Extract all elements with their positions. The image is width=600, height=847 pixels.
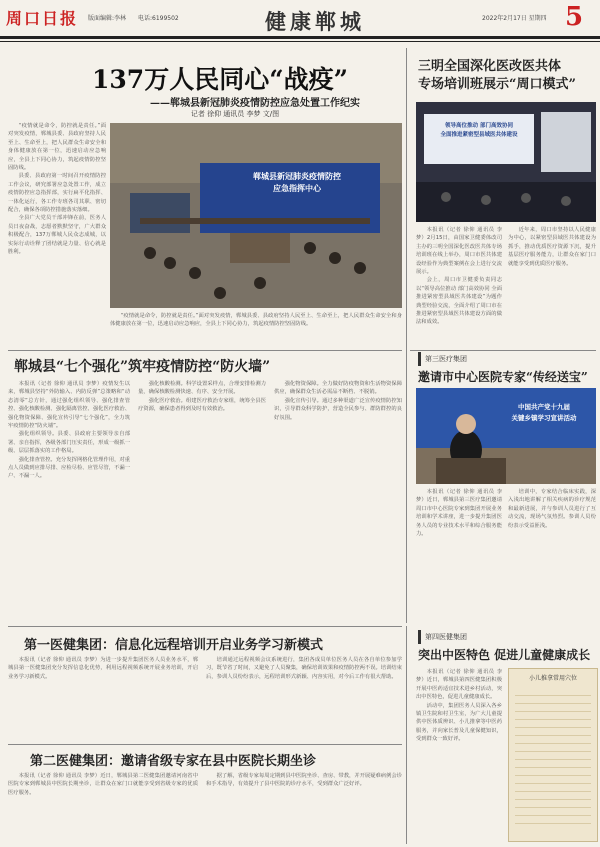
right-top-headline (418, 58, 576, 94)
lead-body-column-1 (8, 122, 106, 340)
screen-banner-line: 全面推进紧密型县域医共体建设 (440, 132, 518, 138)
article-paragraph: 本报讯（记者 徐仰 通讯员 李梦）疫情发生以来，郸城县坚持“外防输入、内防反弹”总策略和“动态清零”总方针，通过强化组织领导、强化排查管控、强化核酸检测、强化隔离管控、强化医疗救治、强化物资保障、强化宣传引导“七个强化”，全力筑牢疫情防控“防火墙”。 (8, 381, 130, 430)
third-body-col-2 (508, 488, 596, 618)
section-divider (8, 350, 402, 351)
first-body-col-2 (206, 656, 402, 742)
photo-banner-line: 应急指挥中心 (273, 184, 321, 193)
right-top-photo (416, 102, 596, 222)
table-title: 小儿推拿常用穴位 (528, 675, 577, 682)
lead-paragraph: 全县广大党员干部冲锋在前，医务人员日夜奋战，志愿者默默坚守，广大群众积极配合，137万郸城人民众志成城，以实际行动诠释了团结就是力量、信心就是胜利。 (8, 215, 106, 256)
article-paragraph: 据了解，省级专家每周定期到县中医院坐诊、查房、带教，并开展疑难病例会诊和手术指导，有效提升了县中医院的诊疗水平，受到群众广泛好评。 (206, 773, 402, 788)
section-title: 健康郸城 (265, 10, 365, 34)
article-paragraph: 强化组织领导。县委、县政府主要领导亲自部署、亲自指挥，各级各部门压实责任，形成一级抓一级、层层抓落实的工作格局。 (8, 431, 130, 455)
meeting-room-image (110, 123, 402, 308)
photo-banner-line: 郸城县新冠肺炎疫情防控 (253, 172, 341, 181)
first-headline: 第一医健集团：信息化远程培训开启业务学习新模式 (24, 638, 324, 653)
first-body-col-1 (8, 656, 198, 742)
lead-paragraph: 县委、县政府第一时间召开疫情防控工作会议，研究部署应急处置工作，成立疫情防控应急指挥部，实行扁平化指挥、一体化运行，各工作专班各司其职、密切配合，确保各项防控措施落实落细。 (8, 173, 106, 214)
article-paragraph: 强化宣传引导。通过多种渠道广泛宣传疫情防控知识，引导群众科学防护，营造全民参与、群防群控的良好氛围。 (274, 397, 402, 421)
article-paragraph: 本报讯（记者 徐仰 通讯员 李梦）为进一步提升集团医务人员业务水平，郸城县第一医健集团充分发挥信息化优势，利用远程视频系统开展业务培训，开启业务学习新模式。 (8, 657, 198, 680)
header-rule (0, 36, 600, 39)
lecture-banner-line: 关键乡镇学习宣讲活动 (511, 414, 577, 422)
seven-body-col-1 (8, 380, 130, 620)
acupoint-table (508, 668, 598, 842)
article-paragraph: 本报讯（记者 徐仰 通讯员 李梦）2月15日，由国家卫健委体改司主办的三明全国深化医改医共体专场培训班在线上举办，周口市医共体建设经验作为典型案例在会上进行交流展示。 (416, 227, 502, 276)
lead-photo (110, 123, 402, 308)
lead-paragraph: “疫情就是命令，防控就是责任。”面对突发疫情，郸城县委、县政府坚持人民至上、生命至上，把人民群众生命安全和身体健康放在第一位，迅速启动应急响应，全县上下同心协力，筑起疫情防控坚固防线。 (110, 313, 402, 328)
lead-headline: 137万人民同心“战疫” (92, 65, 348, 94)
headline-line: 专场培训班展示“周口模式” (418, 77, 576, 92)
header-rule-thin (0, 41, 600, 42)
fourth-body (416, 668, 502, 844)
lecture-banner-line: 中国共产党十九届 (518, 403, 570, 411)
fourth-headline: 突出中医特色 促进儿童健康成长 (418, 648, 591, 662)
article-paragraph: 强化医疗救治。组建医疗救治专家组，统筹全县医疗资源，确保患者得到及时有效救治。 (138, 397, 266, 413)
photo-banner (222, 171, 372, 195)
phone-number: 电话:6199502 (138, 15, 179, 22)
lecture-banner (494, 402, 594, 424)
third-headline: 邀请市中心医院专家“传经送宝” (418, 370, 588, 384)
article-paragraph: 近年来，周口市坚持以人民健康为中心，以紧密型县域医共体建设为抓手，推动优质医疗资源下沉，提升基层医疗服务能力，让群众在家门口就能享受到优质医疗服务。 (508, 227, 596, 267)
second-body-col-1 (8, 772, 198, 844)
seven-body-col-3 (274, 380, 402, 620)
third-body-col-1 (416, 488, 502, 618)
article-paragraph: 活动中，集团医务人员深入各乡镇卫生院和村卫生室，为广大儿童提供中医体质辨识、小儿推拿等中医药服务，并向家长普及儿童保健知识，受到群众一致好评。 (416, 702, 502, 743)
table-rows (515, 688, 591, 828)
seven-body-col-2 (138, 380, 266, 620)
right-top-body-col-1 (416, 226, 502, 344)
article-paragraph: 强化核酸检测。科学设置采样点，合理安排检测力量，确保核酸检测快速、有序、安全开展。 (138, 381, 266, 396)
article-paragraph: 强化排查管控。充分发挥网格化管理作用，对重点人员做到应排尽排、应检尽检、应管尽管，不漏一户、不漏一人。 (8, 456, 130, 480)
screen-banner-line: 领导高位推动 部门高效协同 (445, 123, 513, 129)
headline-line: 三明全国深化医改医共体 (418, 59, 562, 74)
third-group-label: 第三医疗集团 (418, 352, 471, 366)
lead-body-lower (110, 312, 402, 348)
screen-image (416, 102, 596, 222)
page-number: 5 (565, 2, 584, 32)
article-paragraph: 本报讯（记者 徐仰 通讯员 李梦）近日，郸城县第二医健集团邀请河南省中医院专家到郸城县中医院长期坐诊，让群众在家门口就能享受到省级专家的优质医疗服务。 (8, 773, 198, 796)
lead-subheadline: ——郸城县新冠肺炎疫情防控应急处置工作纪实 (150, 98, 360, 109)
third-photo (416, 388, 596, 484)
article-paragraph: 强化物资保障。全力做好防疫物资和生活物资保障供应，确保群众生活必需品不断档、不脱销。 (274, 381, 402, 396)
issue-date: 2022年2月17日 星期四 (482, 15, 547, 22)
lead-paragraph: “疫情就是命令，防控就是责任。”面对突发疫情，郸城县委、县政府坚持人民至上、生命至上，把人民群众生命安全和身体健康放在第一位，迅速启动应急响应，全县上下同心协力，筑起疫情防控坚固防线。 (8, 123, 106, 172)
section-divider (410, 350, 596, 351)
editor-credit: 版面编辑:李林 (88, 15, 127, 22)
seven-headline: 郸城县“七个强化”筑牢疫情防控“防火墙” (14, 359, 271, 375)
newspaper-logo: 周口日报 (6, 9, 79, 28)
column-divider (406, 626, 407, 844)
right-top-body-col-2 (508, 226, 596, 344)
article-paragraph: 培训通过远程视频会议系统进行，集团各成员单位医务人员在各自单位参加学习，既节省了时间，又避免了人员聚集，确保培训效果和疫情防控两不误。培训结束后，参训人员纷纷表示，远程培训形式新颖、内容实用，对今后工作有很大帮助。 (206, 657, 402, 680)
column-divider (406, 48, 407, 623)
fourth-group-label: 第四医健集团 (418, 630, 471, 644)
second-body-col-2 (206, 772, 402, 844)
article-paragraph: 会上，周口市卫健委负责同志以“领导高位推动 部门高效协同 全面推进紧密型县域医共体建设”为题作典型经验交流，全面介绍了周口市在推进紧密型县域医共体建设方面的做法和成效。 (416, 277, 502, 326)
section-divider (8, 744, 402, 745)
screen-banner (426, 122, 532, 140)
lead-byline: 记者 徐仰 通讯员 李梦 文/图 (190, 110, 280, 118)
page-header (0, 0, 600, 40)
second-headline: 第二医健集团：邀请省级专家在县中医院长期坐诊 (30, 754, 317, 769)
article-paragraph: 培训中，专家结合临床实践，深入浅出地讲解了相关疾病的诊疗规范和最新进展，并与参训人员进行了互动交流，现场气氛热烈。参训人员纷纷表示受益匪浅。 (508, 489, 596, 529)
section-divider (8, 626, 402, 627)
article-paragraph: 本报讯（记者 徐仰 通讯员 李梦）近日，郸城县第三医疗集团邀请周口市中心医院专家到集团开展业务培训和学术讲座，进一步提升集团医务人员的专业技术水平和综合服务能力。 (416, 489, 502, 538)
article-paragraph: 本报讯（记者 徐仰 通讯员 李梦）近日，郸城县第四医健集团积极开展中医药适宜技术进乡村活动，突出中医特色，促进儿童健康成长。 (416, 669, 502, 701)
